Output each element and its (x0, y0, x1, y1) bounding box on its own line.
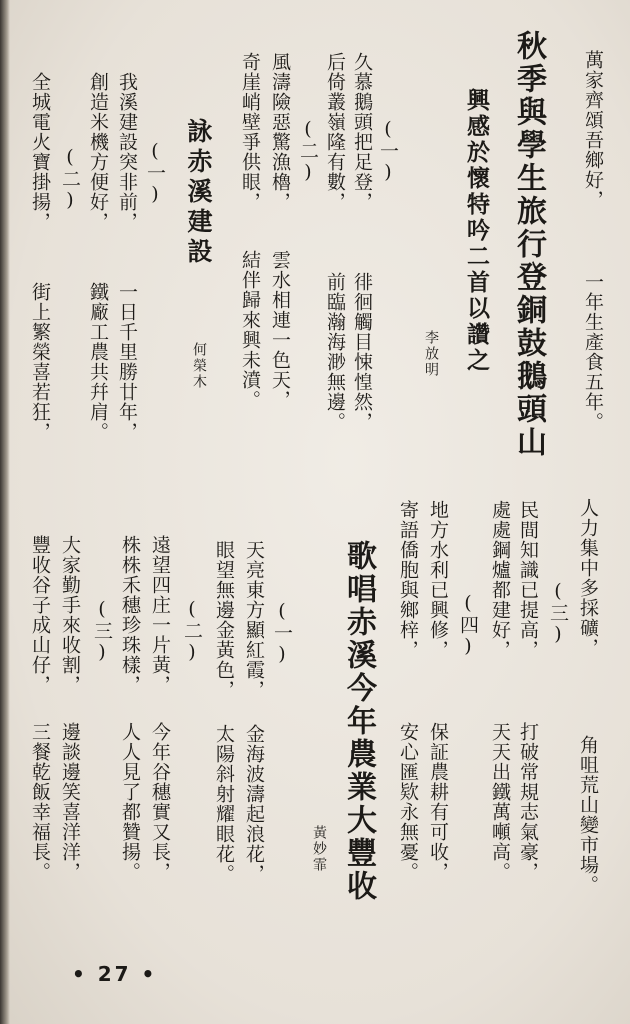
poem-line: 人人見了都贊揚。 (119, 722, 141, 882)
poem-line: 打破常規志氣豪， (517, 722, 539, 882)
poem-line: 街上繁榮喜若狂， (29, 282, 51, 442)
poem-line: 我溪建設突非前， (116, 72, 138, 232)
poem-line: 安心匯欵永無憂。 (397, 722, 419, 882)
stanza-number: (三) (547, 580, 569, 646)
poem-line: 創造米機方便好， (87, 72, 109, 232)
poem-line: 后倚叢嶺隆有數， (324, 52, 346, 212)
poem-line: 邊談邊笑喜洋洋， (59, 722, 81, 882)
stanza-number: (一) (271, 600, 293, 666)
poem-title-continued: 興感於懷特吟二首以讚之 (463, 88, 490, 374)
poem-title: 秋季與學生旅行登銅鼓鵝頭山 (511, 30, 546, 459)
poem-line: 天亮東方顯紅霞， (243, 540, 265, 700)
poem-line: 結伴歸來興未濆。 (239, 250, 261, 410)
stanza-number: (四) (457, 592, 479, 658)
poem-line: 豐收谷子成山仔， (29, 535, 51, 695)
poem-line: 一日千里勝廿年， (116, 282, 138, 442)
stanza-number: (一) (144, 140, 166, 206)
poem-line: 遠望四庄一片黃， (149, 535, 171, 695)
poem-line: 萬家齊頌吾鄉好， (582, 50, 604, 210)
poem-line: 寄語僑胞與鄉梓， (397, 500, 419, 660)
poem-line: 株株禾穗珍珠樣， (119, 535, 141, 695)
poem-author: 何榮木 (191, 342, 207, 390)
poem-line: 久慕鵝頭把足登， (351, 52, 373, 212)
poem-title: 歌唱赤溪今年農業大豐收 (341, 540, 376, 903)
poem-line: 處處鋼爐都建好， (489, 500, 511, 660)
poem-line: 保証農耕有可收， (427, 722, 449, 882)
poem-line: 雲水相連一色天， (269, 250, 291, 410)
stanza-number: (二) (297, 118, 319, 184)
poem-line: 全城電火寶掛揚， (29, 72, 51, 232)
poem-author: 李放明 (423, 330, 439, 378)
poem-line: 天天出鐵萬噸高。 (489, 722, 511, 882)
poem-line: 一年生產食五年。 (582, 272, 604, 432)
book-spine-shadow (0, 0, 10, 1024)
stanza-number: (三) (91, 598, 113, 664)
poem-line: 金海波濤起浪花， (243, 724, 265, 884)
poem-author: 黃妙霏 (311, 825, 327, 873)
poem-line: 角咀荒山變市場。 (577, 735, 599, 895)
poem-line: 民間知識已提高， (517, 500, 539, 660)
poem-line: 太陽斜射耀眼花。 (213, 724, 235, 884)
poem-line: 奇崖峭壁爭供眼， (239, 52, 261, 212)
stanza-number: (二) (181, 598, 203, 664)
poem-line: 眼望無邊金黃色， (213, 540, 235, 700)
poem-line: 人力集中多採礦， (577, 498, 599, 658)
poem-line: 地方水利已興修， (427, 500, 449, 660)
poem-title: 詠赤溪建設 (184, 118, 213, 268)
poem-line: 風濤險惡驚漁櫓， (269, 52, 291, 212)
poem-line: 鐵廠工農共幷肩。 (87, 282, 109, 442)
poem-line: 三餐乾飯幸福長。 (29, 722, 51, 882)
poem-line: 前臨瀚海渺無邊。 (324, 272, 346, 432)
stanza-number: (一) (377, 118, 399, 184)
stanza-number: (二) (59, 146, 81, 212)
poem-line: 大家勤手來收割， (59, 535, 81, 695)
poem-line: 今年谷穗實又長， (149, 722, 171, 882)
page-number: • 27 • (72, 962, 158, 986)
poem-line: 徘徊觸目悚惶然， (351, 272, 373, 432)
